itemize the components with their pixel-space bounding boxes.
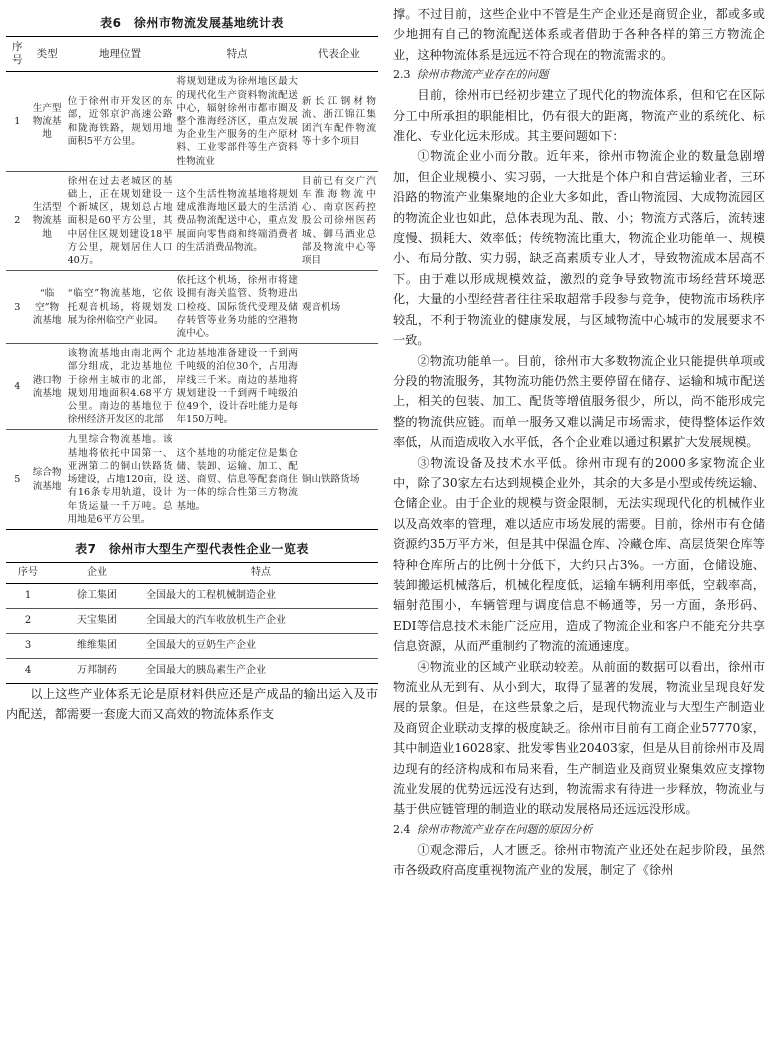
table7-cell-no: 1 bbox=[6, 583, 50, 608]
table7-cell-enterprise: 维维集团 bbox=[50, 633, 144, 658]
table-row bbox=[6, 608, 378, 633]
table-row bbox=[6, 430, 378, 529]
table7-title: 表7 徐州市大型生产型代表性企业一览表 bbox=[75, 541, 309, 556]
table7-cell-enterprise: 万邦制药 bbox=[50, 658, 144, 683]
table6-cell-representative: 铜山铁路货场 bbox=[300, 430, 378, 529]
table6-cell-location: 位于徐州市开发区的东部，近邻京沪高速公路和陇海铁路，规划用地面积5平方公里。 bbox=[66, 72, 175, 171]
table7-header-feature: 特点 bbox=[144, 562, 378, 583]
table6-cell-representative: 观音机场 bbox=[300, 271, 378, 344]
table6-cell-type: “临空”物流基地 bbox=[29, 271, 66, 344]
left-column bbox=[6, 6, 378, 725]
section-2-3-title: 徐州市物流产业存在的问题 bbox=[416, 68, 549, 82]
table6-cell-feature: 将规划建成为徐州地区最大的现代化生产资料物流配送中心，辐射徐州市都市圈及整个淮海经济区，重点发展为企业生产服务的生产原材料、工业零部件等生产资料性物流业 bbox=[175, 72, 300, 171]
table6-cell-type: 生活型物流基地 bbox=[29, 171, 66, 270]
body-paragraph: 目前，徐州市已经初步建立了现代化的物流体系，但和它在区际分工中所承担的职能相比，仍有很大的距离，物流产业的系统化、标准化、专业化远未形成。其主要问题如下： bbox=[393, 88, 765, 144]
table6-cell-type: 港口物流基地 bbox=[29, 344, 66, 430]
table6-cell-location: 九里综合物流基地。该基地将依托中国第一、亚洲第二的铜山铁路货场建设，占地120亩，设有16条专用轨道，设计年货运量一千万吨。总用地是6平方公里。 bbox=[66, 430, 175, 529]
table-row bbox=[6, 72, 378, 171]
table7-cell-feature: 全国最大的胰岛素生产企业 bbox=[144, 658, 378, 683]
table6-header-row bbox=[6, 37, 378, 72]
table6-cell-no: 1 bbox=[6, 72, 29, 171]
table7-header-enterprise: 企业 bbox=[50, 562, 144, 583]
section-2-3-number: 2.3 bbox=[393, 68, 411, 82]
table7 bbox=[6, 562, 378, 684]
table7-cell-no: 3 bbox=[6, 633, 50, 658]
table-row bbox=[6, 344, 378, 430]
table6-cell-location: 该物流基地由南北两个部分组成，北边基地位于徐州主城市的北部，规划用地面积4.68平方公里。南边的基地位于徐州经济开发区的北部 bbox=[66, 344, 175, 430]
table6-header-type: 类型 bbox=[29, 37, 66, 72]
continued-paragraph: 撑。不过目前，这些企业中不管是生产企业还是商贸企业，都或多或少地拥有自己的物流配送体系或者借助于各种各样的第三方物流企业，这种物流体系是远远不符合现在的物流需求的。 bbox=[393, 7, 765, 62]
right-column bbox=[393, 4, 765, 881]
body-paragraph: ①观念滞后，人才匮乏。徐州市物流产业还处在起步阶段，虽然市各级政府高度重视物流产业的发展，制定了《徐州 bbox=[393, 842, 765, 878]
table6-header-feature: 特点 bbox=[175, 37, 300, 72]
table6-cell-representative: 目前已有交广汽车淮海物流中心、南京医药控股公司徐州医药城、御马酒业总部及物流中心等项目 bbox=[300, 171, 378, 270]
table6-cell-no: 3 bbox=[6, 271, 29, 344]
table6-cell-location: “临空”物流基地，它依托观音机场，将规划发展为徐州临空产业园。 bbox=[66, 271, 175, 344]
section-2-4-title: 徐州市物流产业存在问题的原因分析 bbox=[416, 822, 593, 836]
table-row bbox=[6, 171, 378, 270]
section-2-4-number: 2.4 bbox=[393, 822, 411, 836]
table6-cell-feature: 北边基地准备建设一千到两千吨级的泊位30个，占用海岸线三千米。南边的基地将规划建设一千到两千吨级泊位49个，设计吞吐能力是每年150万吨。 bbox=[175, 344, 300, 430]
table7-header-row bbox=[6, 562, 378, 583]
table6-cell-feature: 这个基地的功能定位是集仓储、装卸、运输、加工、配送、商贸、信息等配套商住为一体的综合性第三方物流基地。 bbox=[175, 430, 300, 529]
table7-cell-feature: 全国最大的汽车收放机生产企业 bbox=[144, 608, 378, 633]
table7-cell-enterprise: 徐工集团 bbox=[50, 583, 144, 608]
table6-cell-type: 综合物流基地 bbox=[29, 430, 66, 529]
table7-cell-feature: 全国最大的豆奶生产企业 bbox=[144, 633, 378, 658]
table-row bbox=[6, 633, 378, 658]
body-paragraph: ①物流企业小而分散。近年来，徐州市物流企业的数量急剧增加，但企业规模小、实习弱，一大批是个体户和自营运输业者，三环沿路的物流产业集聚地的企业大多如此，香山物流园、大成物流园区的物流企业也如此，总体表现为乱、散、小；物流方式落后，流转速度慢、损耗大、效率低；传统物流比重大，物流企业功能单一、规模小、布局分散、实力弱，缺乏高素质专业人才，导致物流成本居高不下。由于难以形成规模效益，激烈的竞争导致物流市场经营环境恶化，大量的小型经营者往往采取超常手段参与竞争，使物流市场秩序较乱，不利于物流业的健康发展，与区域物流中心城市的发展要求不一致。 bbox=[393, 149, 765, 348]
table6-header-no: 序号 bbox=[6, 37, 29, 72]
table6-cell-representative bbox=[300, 344, 378, 430]
body-paragraph: ③物流设备及技术水平低。徐州市现有的2000多家物流企业中，除了30家左右达到规模企业外，其余的大多是小型或传统运输、仓储企业。由于企业的规模与资金限制，无法实现现代化的机械作业以及高效率的管理，难以适应市场发展的需要。目前，徐州市有仓储资源约35万平方米，但是其中保温仓库、冷藏仓库、高层货架仓库等特种仓库所占的比例十分低下，大约只占3%。一方面，仓储设施、装卸搬运机械落后，机械化程度低，运输车辆利用率低，空载率高，辐射范围小，车辆管理与调度信息不畅通等，另一方面，条形码、EDI等信息技术未能广泛应用，造成了物流企业和客户不能充分共享信息资源，从而严重制约了物流的流通速度。 bbox=[393, 455, 765, 654]
left-body-paragraph: 以上这些产业体系无论是原材料供应还是产成品的输出运入及市内配送，都需要一套庞大而又高效的物流体系作支 bbox=[6, 686, 378, 722]
table6-cell-type: 生产型物流基地 bbox=[29, 72, 66, 171]
table7-cell-no: 2 bbox=[6, 608, 50, 633]
table6 bbox=[6, 36, 378, 530]
table6-header-location: 地理位置 bbox=[66, 37, 175, 72]
table7-cell-enterprise: 天宝集团 bbox=[50, 608, 144, 633]
table6-title: 表6 徐州市物流发展基地统计表 bbox=[100, 16, 284, 30]
table-row bbox=[6, 583, 378, 608]
table6-cell-no: 5 bbox=[6, 430, 29, 529]
table7-cell-no: 4 bbox=[6, 658, 50, 683]
table6-cell-no: 4 bbox=[6, 344, 29, 430]
body-paragraph: ④物流业的区域产业联动较差。从前面的数据可以看出，徐州市物流业从无到有、从小到大，取得了显著的发展，物流业呈现良好发展的景象。但是，在这些景象之后，是现代物流业与大型生产制造业及商贸企业联动支撑的极度缺乏。徐州市目前有工商企业57770家，其中制造业16028家、批发零售业20403家，但是从目前徐州市及周边现有的经济构成和布局来看，生产制造业及商贸业聚集效应支撑物流业发展的优势远远没有达到，物流需求有待进一步释放，物流业与基于供应链管理的制造业的联动发展格局还远远没形成。 bbox=[393, 659, 765, 817]
table6-header-representative: 代表企业 bbox=[300, 37, 378, 72]
table6-cell-location: 徐州在过去老城区的基础上，正在规划建设一个新城区，规划总占地面积是60平方公里，其中居住区规划建设18平方公里，规划居住人口40万。 bbox=[66, 171, 175, 270]
table7-header-no: 序号 bbox=[6, 562, 50, 583]
table6-cell-no: 2 bbox=[6, 171, 29, 270]
table6-cell-feature: 这个生活性物流基地将规划建成淮海地区最大的生活消费品物流配送中心，重点发展面向零售商和终端消费者的生活消费品物流。 bbox=[175, 171, 300, 270]
table-row bbox=[6, 658, 378, 683]
table6-cell-feature: 依托这个机场，徐州市将建设拥有海关监管、货物进出口检疫、国际货代受理及储存转管等业务功能的空港物流中心。 bbox=[175, 271, 300, 344]
table7-cell-feature: 全国最大的工程机械制造企业 bbox=[144, 583, 378, 608]
table-row bbox=[6, 271, 378, 344]
section-2-3-heading bbox=[393, 65, 765, 85]
body-paragraph: ②物流功能单一。目前，徐州市大多数物流企业只能提供单项或分段的物流服务，其物流功能仍然主要停留在储存、运输和城市配送上，相关的包装、加工、配货等增值服务很少，所以，尚不能形成完整的物流供应链。而单一服务又难以满足市场需求，使得整体运作效率低，从而造成收入水平低，各个企业难以通过积累扩大发展规模。 bbox=[393, 353, 765, 450]
section-2-4-heading bbox=[393, 820, 765, 840]
table6-cell-representative: 新长江钢材物流、浙江锦江集团汽车配件物流等十多个项目 bbox=[300, 72, 378, 171]
